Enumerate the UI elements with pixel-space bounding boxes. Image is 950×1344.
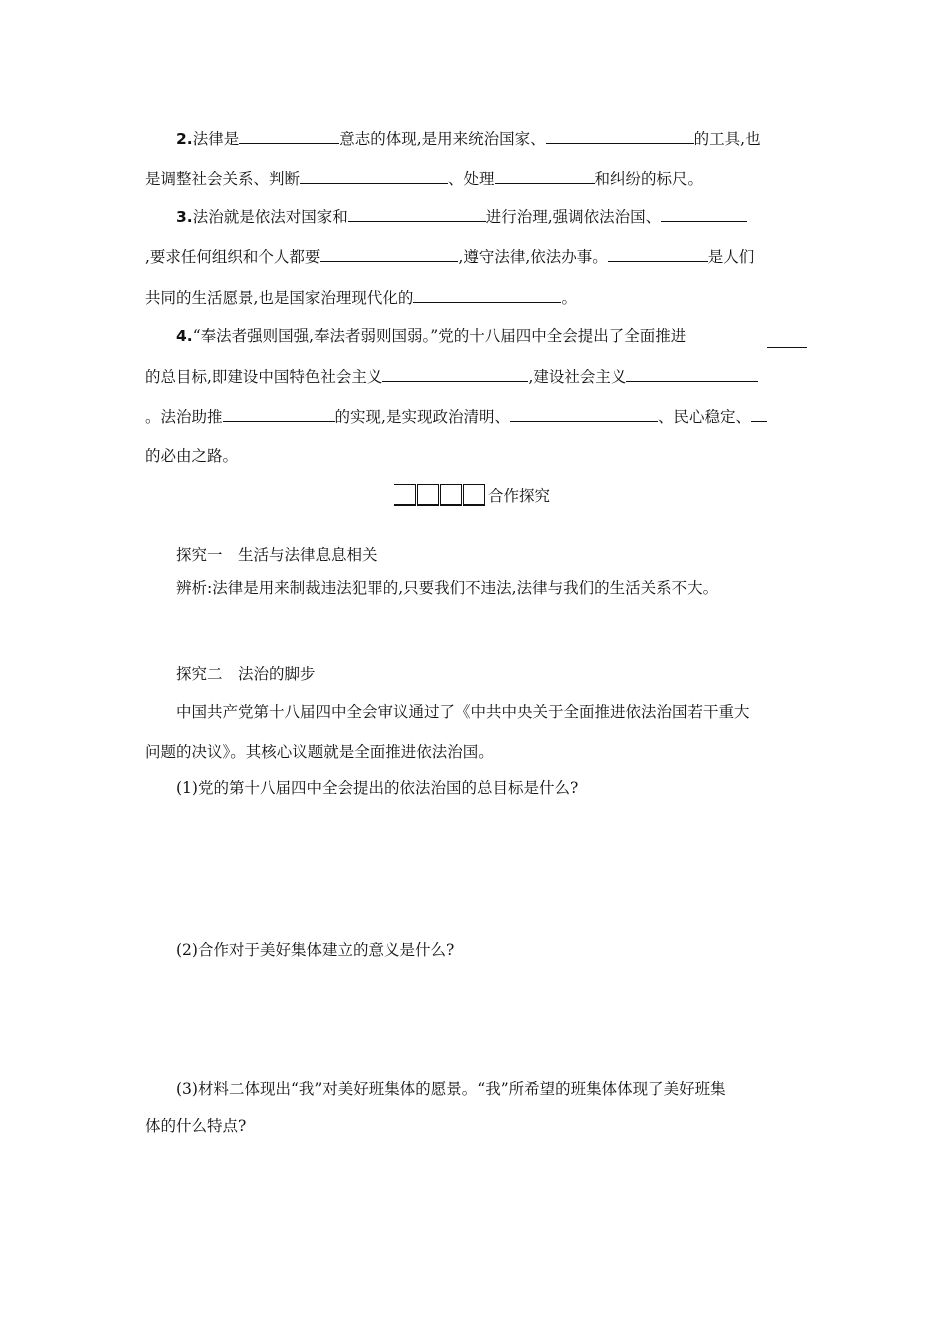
explore2-question-3-line-2: 体的什么特点? [145,1117,247,1135]
explore2-material-line-2: 问题的决议》。其核心议题就是全面推进依法治国。 [145,743,494,761]
explore2-material-line-1: 中国共产党第十八届四中全会审议通过了《中共中央关于全面推进依法治国若干重大 [176,703,750,721]
header-box [463,484,485,506]
q3-text-1: 法治就是依法对国家和 [192,208,348,226]
header-box [394,484,416,506]
q3-blank-5[interactable] [413,285,561,303]
header-box [440,484,462,506]
q4-blank-1[interactable] [767,330,807,348]
q4-blank-5[interactable] [510,404,658,422]
q3-line-3 [145,285,807,310]
q3-line-1 [176,204,807,229]
q4-text-4: 。法治助推 [145,408,223,426]
q2-text-3: 的工具,也 [693,130,761,148]
q4-blank-2[interactable] [382,364,528,382]
q2-text-2: 意志的体现,是用来统治国家、 [339,130,546,148]
q3-text-7: 。 [561,289,577,307]
q3-text-2: 进行治理,强调依法治国、 [485,208,662,226]
q4-text-7: 的必由之路。 [145,447,239,465]
q2-blank-2[interactable] [546,126,694,144]
q2-text-4: 是调整社会关系、判断 [145,170,301,188]
q2-blank-3[interactable] [300,166,448,184]
q4-text-5: 的实现,是实现政治清明、 [334,408,510,426]
q2-line-2 [145,166,807,191]
q4-line-4 [145,444,807,468]
q2-text-1: 法律是 [192,130,240,148]
explore2-title: 探究二 法治的脚步 [176,665,316,683]
q3-blank-4[interactable] [608,244,708,262]
section-header [394,480,550,506]
explore1-title: 探究一 生活与法律息息相关 [176,546,378,564]
q2-line-1 [176,126,807,151]
q2-number: 2. [176,130,193,148]
explore2-question-3-line-1: (3)材料二体现出“我”对美好班集体的愿景。“我”所希望的班集体体现了美好班集 [176,1080,726,1098]
q3-blank-2[interactable] [661,204,747,222]
header-box [417,484,439,506]
q2-blank-1[interactable] [239,126,339,144]
q3-text-5: 是人们 [707,248,755,266]
q4-text-3: ,建设社会主义 [528,368,627,386]
section-title: 合作探究 [488,487,551,505]
q4-line-2 [145,364,807,389]
explore1-analysis: 辨析:法律是用来制裁违法犯罪的,只要我们不违法,法律与我们的生活关系不大。 [176,579,719,597]
q2-text-5: 、处理 [448,170,495,188]
q4-text-6: 、民心稳定、 [657,408,751,426]
q4-line-1 [176,324,807,348]
q3-text-3: ,要求任何组织和个人都要 [145,248,321,266]
q4-text-1: “奉法者强则国强,奉法者弱则国弱。”党的十八届四中全会提出了全面推进 [192,327,687,345]
q3-text-6: 共同的生活愿景,也是国家治理现代化的 [145,289,414,307]
q2-blank-4[interactable] [495,166,595,184]
q2-text-6: 和纠纷的标尺。 [594,170,704,188]
q4-blank-3[interactable] [626,364,758,382]
q3-blank-1[interactable] [348,204,486,222]
q3-text-4: ,遵守法律,依法办事。 [458,248,608,266]
q3-line-2 [145,244,807,269]
q4-blank-6[interactable] [751,404,767,422]
q4-text-2: 的总目标,即建设中国特色社会主义 [145,368,383,386]
explore2-question-2: (2)合作对于美好集体建立的意义是什么? [176,941,455,959]
q3-number: 3. [176,208,193,226]
q4-number: 4. [176,327,193,345]
q4-line-3 [145,404,807,429]
q3-blank-3[interactable] [320,244,458,262]
explore2-question-1: (1)党的第十八届四中全会提出的依法治国的总目标是什么? [176,779,579,797]
q4-blank-4[interactable] [223,404,335,422]
